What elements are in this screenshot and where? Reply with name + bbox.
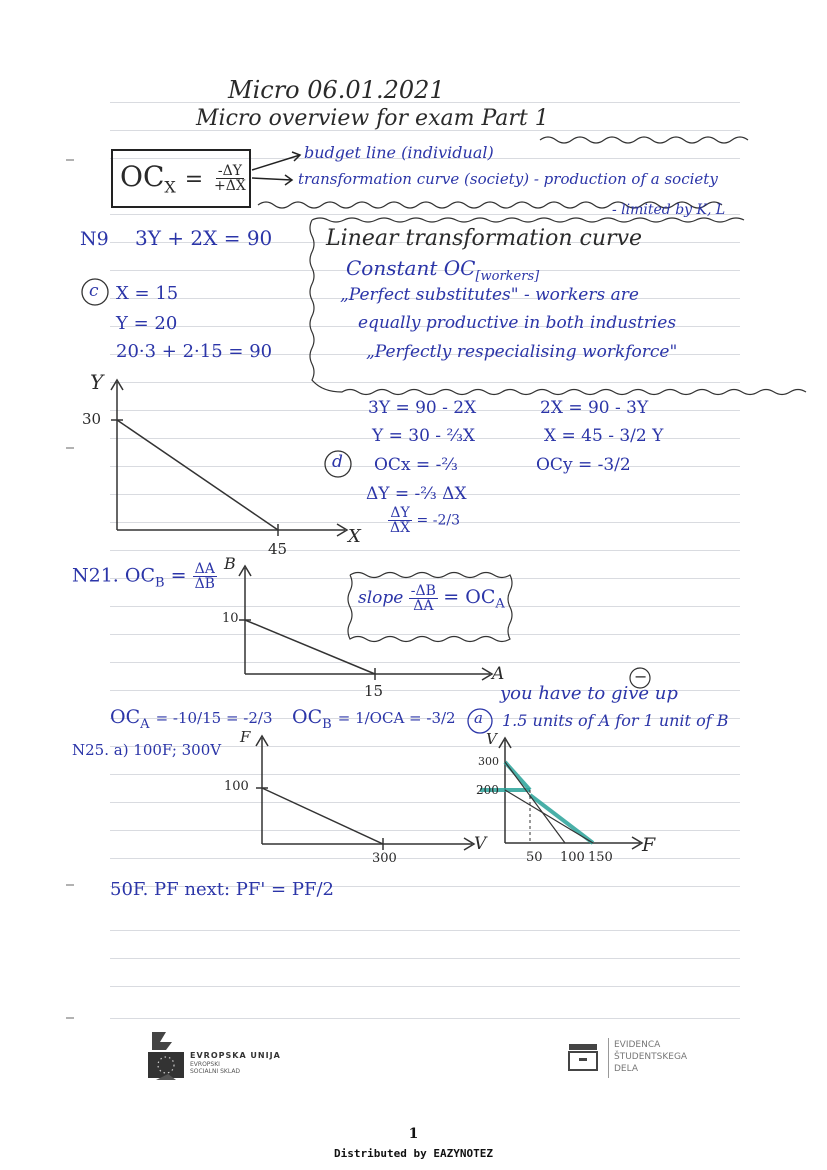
- graph2-y-label: B: [224, 554, 236, 573]
- note-units: 1.5 units of A for 1 unit of B: [502, 711, 729, 730]
- note-give-up: you have to give up: [500, 683, 678, 704]
- ocx-value: OCx = -⅔: [374, 455, 458, 475]
- graph4-x-150: 150: [588, 850, 613, 865]
- graph4-y-mid: 200: [476, 783, 499, 797]
- eu-text-1: EVROPSKA UNIJA: [190, 1051, 281, 1060]
- next-price: 50F. PF next: PF' = PF/2: [110, 879, 334, 900]
- n9-check: 20·3 + 2·15 = 90: [116, 341, 273, 362]
- eu-text-3: SOCIALNI SKLAD: [190, 1068, 241, 1075]
- arrow-note-transformation: transformation curve (society) - production of a society: [298, 170, 718, 188]
- graph2-x-label: A: [492, 664, 505, 684]
- ocy-value: OCy = -3/2: [536, 455, 631, 475]
- distributed-by: Distributed by EAZYNOTEZ: [334, 1147, 493, 1160]
- oca-value: $OC_A = -10/15 = -2/3$: [110, 706, 273, 732]
- eu-text-2: EVROPSKI: [190, 1061, 220, 1068]
- n21-formula: N21. $OC_B$ = $\frac{\Delta A}{\Delta B}$: [72, 561, 215, 592]
- arrow-budget-line: [252, 155, 300, 170]
- n9-label: N9: [80, 228, 109, 250]
- graph4-highlight-2: [530, 795, 593, 843]
- n9-part-c: c: [89, 281, 99, 301]
- graph2-x-tick: 15: [364, 682, 384, 700]
- graph2-line: [245, 620, 375, 674]
- n25-part-a: a: [474, 709, 483, 727]
- page-number: 1: [408, 1126, 419, 1142]
- graph4-x-label: F: [642, 834, 656, 856]
- esd-divider: [608, 1038, 609, 1078]
- graph-3: [256, 736, 474, 850]
- n9-x-value: X = 15: [116, 283, 179, 304]
- graph1-tpf-line: [117, 420, 278, 530]
- graph3-y-label: F: [240, 728, 251, 746]
- dy-value: ΔY = -⅔ ΔX: [366, 484, 467, 504]
- arrow-note-budget: budget line (individual): [304, 143, 494, 162]
- graph4-y-label: V: [486, 730, 497, 748]
- minus-sign: −: [634, 667, 648, 686]
- dy-dx-ratio: $\frac{\Delta Y}{\Delta X}$ = -2/3: [390, 505, 460, 536]
- graph1-y-tick: 30: [82, 410, 102, 428]
- esd-text-3: DELA: [614, 1064, 638, 1074]
- linear-respecialising: „Perfectly respecialising workforce": [366, 342, 678, 362]
- graph3-x-label: V: [474, 834, 487, 854]
- n9-part-d: d: [332, 452, 343, 472]
- page-title-line2: Micro overview for exam Part 1: [196, 106, 549, 131]
- eu-logo: [148, 1030, 184, 1082]
- eq-3y: 3Y = 90 - 2X: [368, 398, 477, 418]
- linear-substitutes: „Perfect substitutes" - workers are: [340, 285, 639, 305]
- eq-y: Y = 30 - ⅔X: [372, 426, 476, 446]
- n25-label: N25. a) 100F; 300V: [72, 741, 222, 759]
- eq-2x: 2X = 90 - 3Y: [540, 398, 649, 418]
- page-title-line1: Micro 06.01.2021: [228, 76, 445, 104]
- esd-text-2: ŠTUDENTSKEGA: [614, 1052, 688, 1062]
- linear-productive: equally productive in both industries: [358, 313, 677, 333]
- graph-4: [480, 738, 642, 849]
- graph1-x-tick: 45: [268, 540, 288, 558]
- linear-title: Linear transformation curve: [326, 226, 643, 251]
- eq-x: X = 45 - 3/2 Y: [544, 426, 664, 446]
- arrow-transformation: [252, 178, 292, 180]
- n9-equation: 3Y + 2X = 90: [135, 226, 273, 250]
- graph4-x-100: 100: [560, 850, 585, 865]
- ocb-value: $OC_B = 1/OCA = -3/2$: [292, 706, 456, 732]
- graph1-x-label: X: [348, 526, 361, 547]
- linear-constant: Constant $OC_{[workers]}$: [346, 256, 540, 284]
- n9-y-value: Y = 20: [116, 313, 178, 334]
- graph3-y-tick: 100: [224, 779, 249, 794]
- graph3-x-tick: 300: [372, 851, 397, 866]
- graph1-y-label: Y: [90, 370, 104, 394]
- esd-text-1: EVIDENCA: [614, 1040, 661, 1050]
- arrow-note-limited: - limited by K, L: [612, 202, 726, 218]
- graph2-y-tick: 10: [222, 611, 239, 626]
- graph3-line: [262, 788, 383, 844]
- slope-formula: slope $\frac{-\Delta B}{\Delta A}$ = $OC_A$: [358, 583, 505, 614]
- wavy-top: [540, 137, 748, 143]
- graph4-x-50: 50: [526, 850, 543, 865]
- graph-1: [111, 380, 347, 536]
- graph4-y-top: 300: [478, 755, 499, 768]
- oc-formula: $OC_X$ = $\frac{-\Delta Y}{+\Delta X}$: [120, 160, 246, 197]
- esd-logo: [566, 1040, 600, 1074]
